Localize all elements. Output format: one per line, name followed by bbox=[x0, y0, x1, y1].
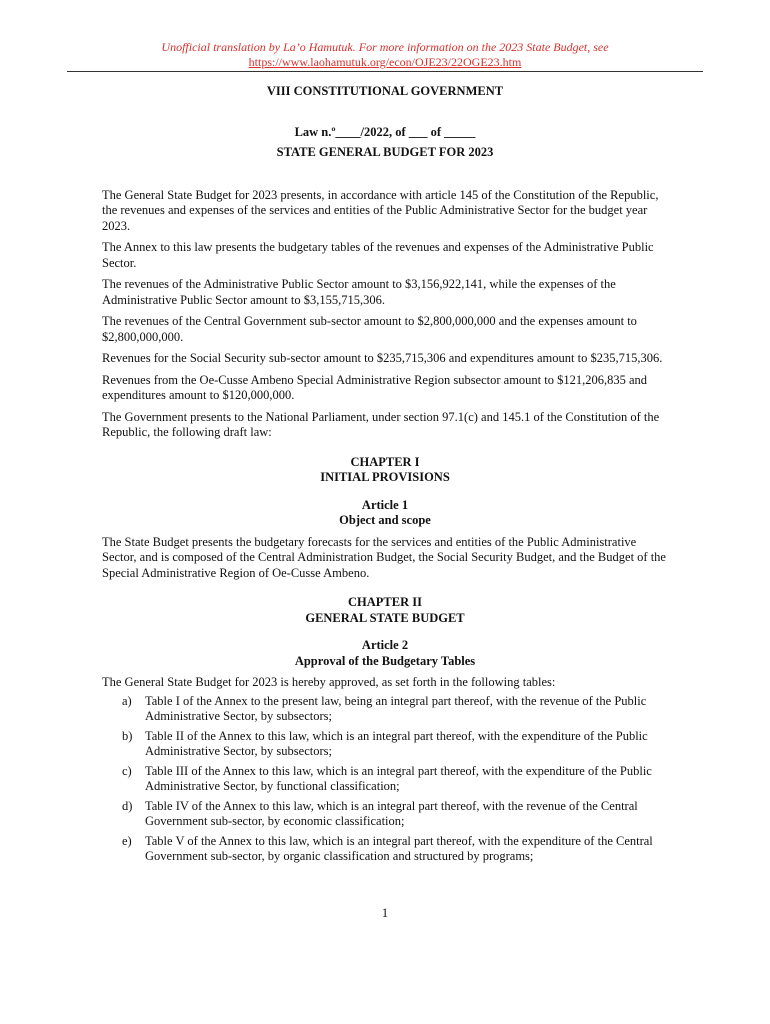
chapter-1-heading bbox=[102, 455, 668, 486]
header-link-line bbox=[102, 55, 668, 70]
preamble-paragraph: Revenues from the Oe-Cusse Ambeno Special Administrative Region subsector amount to $121,206,835 and expenditures amount to $120,000,000. bbox=[102, 372, 648, 402]
article-1-heading bbox=[102, 498, 668, 529]
list-marker: c) bbox=[122, 763, 132, 778]
list-item bbox=[102, 729, 668, 760]
article-1-title: Object and scope bbox=[339, 513, 431, 527]
list-item-text: Table IV of the Annex to this law, which is an integral part thereof, with the revenue of the Central Government sub-sector, by economic classification; bbox=[145, 798, 638, 828]
article-2-text: The General State Budget for 2023 is hereby approved, as set forth in the following tables: bbox=[102, 675, 556, 689]
chapter-2-title: GENERAL STATE BUDGET bbox=[305, 610, 465, 625]
law-number: Law n.º____/2022, of ___ of _____ bbox=[294, 124, 476, 139]
list-item-text: Table II of the Annex to this law, which is an integral part thereof, with the expenditure of the Public Administrative Sector, by subsectors; bbox=[145, 728, 648, 758]
preamble bbox=[102, 188, 668, 441]
preamble-paragraph: The revenues of the Central Government sub-sector amount to $2,800,000,000 and the expenses amount to $2,800,000,000. bbox=[102, 314, 637, 344]
list-marker: a) bbox=[122, 693, 132, 708]
list-item bbox=[102, 799, 668, 830]
article-2-label: Article 2 bbox=[361, 638, 409, 652]
budget-info-link[interactable]: https://www.laohamutuk.org/econ/OJE23/22OGE23.htm bbox=[248, 55, 522, 69]
preamble-paragraph: The revenues of the Administrative Public Sector amount to $3,156,922,141, while the expenses of the Administrative Public Sector amount to $3,155,715,306. bbox=[102, 277, 616, 307]
list-item-text: Table III of the Annex to this law, which is an integral part thereof, with the expenditure of the Public Administrative Sector, by functional classification; bbox=[145, 763, 652, 793]
law-title: STATE GENERAL BUDGET FOR 2023 bbox=[276, 145, 494, 159]
list-item bbox=[102, 694, 668, 725]
header-divider bbox=[67, 71, 703, 72]
budget-tables-list bbox=[102, 694, 668, 865]
preamble-paragraph: The General State Budget for 2023 presents, in accordance with article 145 of the Constitution of the Republic, the revenues and expenses of the services and entities of the Public Administrative Sector for the budget year 2023. bbox=[102, 187, 659, 233]
list-marker: e) bbox=[122, 833, 132, 848]
chapter-2-heading bbox=[102, 595, 668, 626]
page-number: 1 bbox=[381, 906, 389, 920]
government-title: VIII CONSTITUTIONAL GOVERNMENT bbox=[266, 84, 504, 98]
chapter-1-label: CHAPTER I bbox=[350, 454, 420, 469]
list-item bbox=[102, 764, 668, 795]
preamble-paragraph: The Annex to this law presents the budgetary tables of the revenues and expenses of the Administrative Public Sector. bbox=[102, 240, 654, 270]
preamble-paragraph: Revenues for the Social Security sub-sector amount to $235,715,306 and expenditures amount to $235,715,306. bbox=[102, 351, 663, 365]
list-marker: d) bbox=[122, 798, 133, 813]
list-marker: b) bbox=[122, 728, 133, 743]
article-1-label: Article 1 bbox=[361, 497, 409, 512]
article-2-heading bbox=[102, 638, 668, 669]
chapter-1-title: INITIAL PROVISIONS bbox=[320, 470, 450, 484]
list-item bbox=[102, 834, 668, 865]
list-item-text: Table V of the Annex to this law, which is an integral part thereof, with the expenditure of the Central Government sub-sector, by organic classification and structured by programs; bbox=[145, 833, 653, 863]
chapter-2-label: CHAPTER II bbox=[348, 595, 422, 609]
preamble-paragraph: The Government presents to the National Parliament, under section 97.1(c) and 145.1 of the Constitution of the Republic, the following draft law: bbox=[102, 409, 660, 439]
article-2-title: Approval of the Budgetary Tables bbox=[294, 653, 476, 668]
list-item-text: Table I of the Annex to the present law, being an integral part thereof, with the revenue of the Public Administrative Sector, by subsectors; bbox=[145, 693, 647, 723]
article-1-text: The State Budget presents the budgetary forecasts for the services and entities of the Public Administrative Sector, and is composed of the Central Administration Budget, the Social Security Budget, and the Budget of the Special Administrative Region of Oe-Cusse Ambeno. bbox=[102, 534, 666, 580]
translation-note: Unofficial translation by La’o Hamutuk. For more information on the 2023 State Budget, see bbox=[161, 40, 609, 54]
